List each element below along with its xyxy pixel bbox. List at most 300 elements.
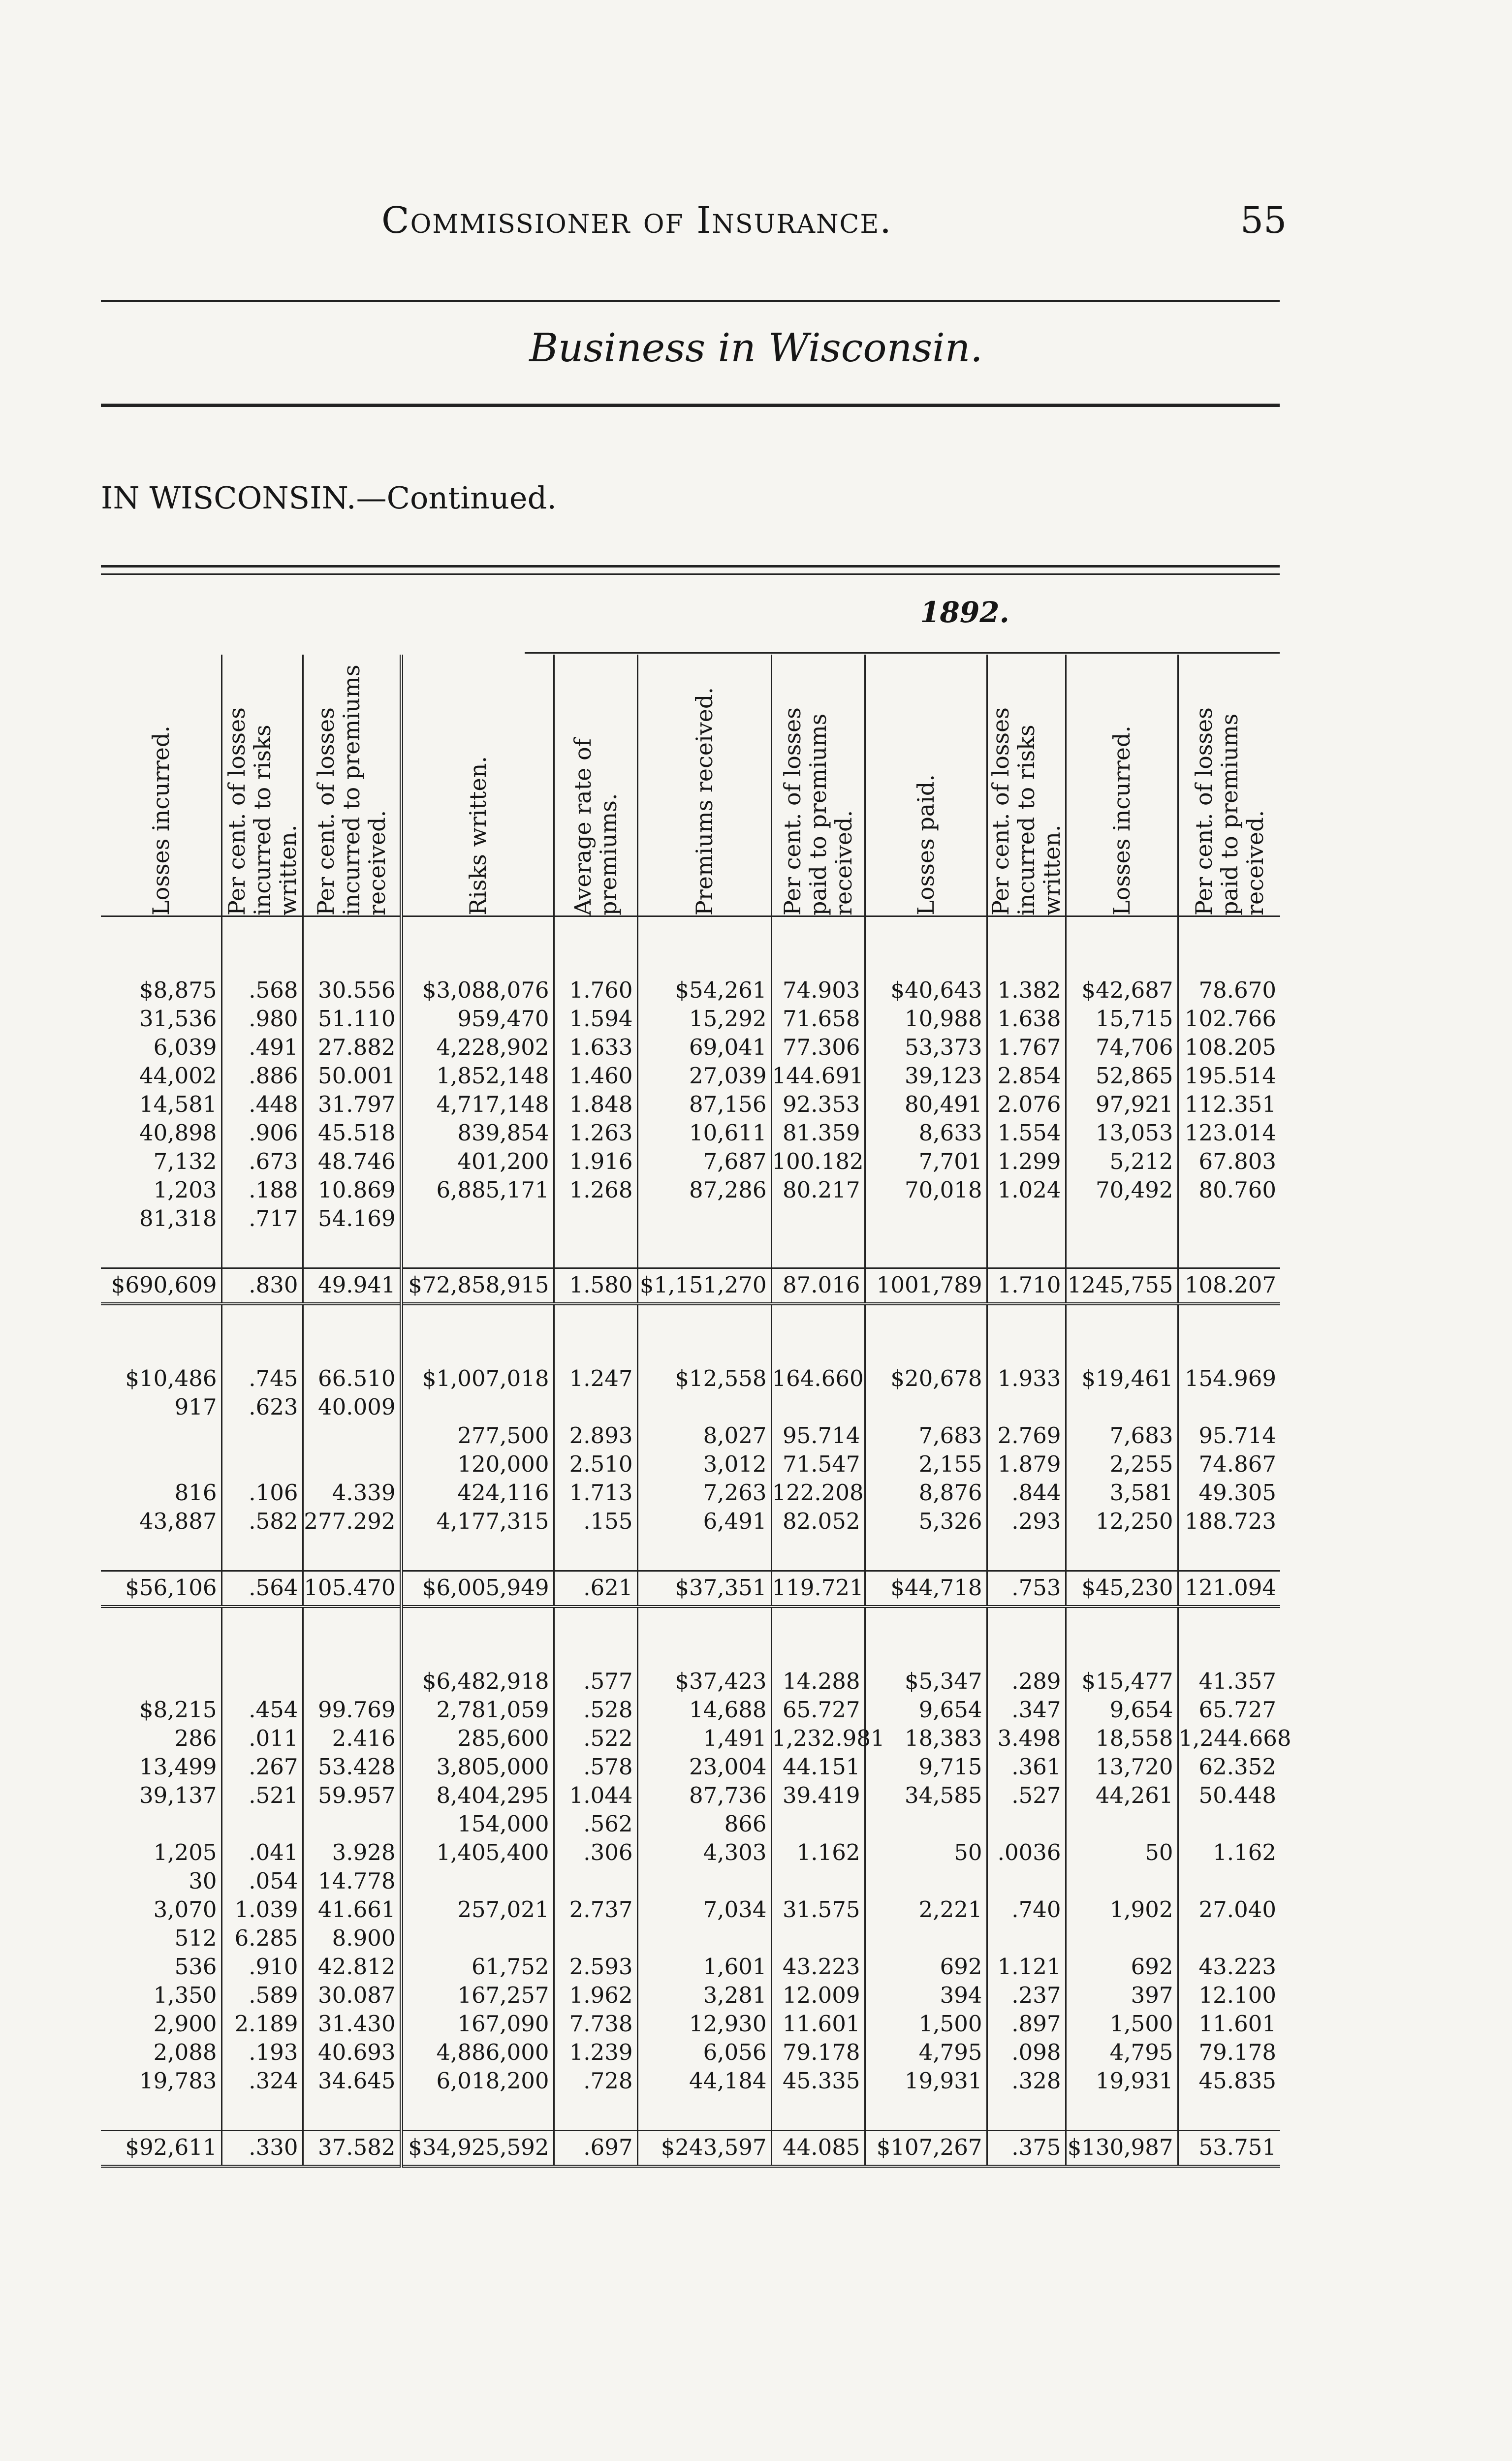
table-cell <box>637 1924 771 1953</box>
table-cell: .324 <box>221 2067 303 2095</box>
spacer-row <box>101 2095 1280 2131</box>
table-cell: .906 <box>221 1119 303 1147</box>
table-cell: 1,902 <box>1066 1895 1178 1924</box>
table-cell: 39.419 <box>771 1781 865 1810</box>
table-cell: 87,286 <box>637 1176 771 1204</box>
table-cell: 7,687 <box>637 1147 771 1176</box>
table-cell: 7,263 <box>637 1479 771 1507</box>
table-cell <box>1066 1393 1178 1421</box>
table-cell: 277,500 <box>401 1421 554 1450</box>
table-cell: 1.933 <box>987 1364 1066 1393</box>
table-cell: 1.594 <box>554 1005 637 1033</box>
table-cell: 54.169 <box>303 1204 401 1233</box>
table-cell: .673 <box>221 1147 303 1176</box>
table-cell <box>554 1204 637 1233</box>
column-header-label: Losses incurred. <box>1108 726 1135 915</box>
spacer-row <box>101 1304 1280 1364</box>
table-cell <box>554 1393 637 1421</box>
table-cell <box>637 1204 771 1233</box>
table-cell: $42,687 <box>1066 976 1178 1005</box>
column-header <box>637 655 771 916</box>
table-cell: 40.009 <box>303 1393 401 1421</box>
table-row <box>101 1696 1280 1724</box>
table-cell <box>221 1810 303 1838</box>
table-cell: 71.658 <box>771 1005 865 1033</box>
table-cell: 51.110 <box>303 1005 401 1033</box>
total-cell: $92,611 <box>101 2131 221 2167</box>
table-cell: 154,000 <box>401 1810 554 1838</box>
table-cell: 18,558 <box>1066 1724 1178 1753</box>
table-cell: 50 <box>1066 1838 1178 1867</box>
table-top-rule-2 <box>101 573 1280 575</box>
table-cell: 80.760 <box>1178 1176 1280 1204</box>
table-cell: 8,404,295 <box>401 1781 554 1810</box>
table-cell: 31.575 <box>771 1895 865 1924</box>
total-cell: $56,106 <box>101 1571 221 1607</box>
total-cell: 1001,789 <box>865 1268 987 1304</box>
column-header-label: Losses incurred. <box>147 726 174 915</box>
table-cell <box>401 1924 554 1953</box>
table-cell: 2.737 <box>554 1895 637 1924</box>
table-row <box>101 976 1280 1005</box>
page-number: 55 <box>1240 199 1287 242</box>
table-cell: .522 <box>554 1724 637 1753</box>
table-cell: 1,491 <box>637 1724 771 1753</box>
table-cell: .568 <box>221 976 303 1005</box>
column-header-label: Per cent. of losses incurred to risks written. <box>223 707 301 915</box>
total-row <box>101 2131 1280 2167</box>
table-cell: .577 <box>554 1667 637 1696</box>
table-cell: 1.247 <box>554 1364 637 1393</box>
table-cell: 3,070 <box>153 1896 217 1923</box>
table-cell: 2.893 <box>554 1421 637 1450</box>
table-cell <box>401 1393 554 1421</box>
table-cell: .106 <box>221 1479 303 1507</box>
total-cell: 1245,755 <box>1066 1268 1178 1304</box>
table-cell: 1,350 <box>153 1982 217 2008</box>
table-cell: 102.766 <box>1178 1005 1280 1033</box>
table-cell: 80.217 <box>771 1176 865 1204</box>
table-cell: 1,405,400 <box>401 1838 554 1867</box>
table-cell: 79.178 <box>771 2038 865 2067</box>
table-cell <box>401 1204 554 1233</box>
table-cell: 1,500 <box>865 2010 987 2038</box>
table-cell: 13,499 <box>139 1754 217 1780</box>
table-cell: 154.969 <box>1178 1364 1280 1393</box>
table-cell: 44,002 <box>139 1063 217 1089</box>
column-headers <box>101 655 1280 916</box>
table-cell: 4,795 <box>865 2038 987 2067</box>
table-cell: 44,184 <box>637 2067 771 2095</box>
column-header <box>303 655 401 916</box>
table-cell: 31,536 <box>139 1006 217 1032</box>
table-cell: .844 <box>987 1479 1066 1507</box>
table-row <box>101 1176 1280 1204</box>
table-cell: 285,600 <box>401 1724 554 1753</box>
table-cell: 92.353 <box>771 1090 865 1119</box>
total-row <box>101 1268 1280 1304</box>
table-cell: .237 <box>987 1981 1066 2010</box>
table-cell: 48.746 <box>303 1147 401 1176</box>
table-cell: 13,720 <box>1066 1753 1178 1781</box>
column-header <box>987 655 1066 916</box>
column-header <box>865 655 987 916</box>
table-cell: .886 <box>221 1062 303 1090</box>
table-cell: $37,423 <box>637 1667 771 1696</box>
table-cell: .717 <box>221 1204 303 1233</box>
table-cell: 2,255 <box>1066 1450 1178 1479</box>
table-row <box>101 1421 1280 1450</box>
table-cell <box>101 1421 221 1450</box>
total-cell: .753 <box>987 1571 1066 1607</box>
table-row <box>101 1924 1280 1953</box>
table-cell: 65.727 <box>771 1696 865 1724</box>
table-cell: 1.039 <box>221 1895 303 1924</box>
table-cell: 40,898 <box>139 1120 217 1146</box>
table-cell: 6,885,171 <box>401 1176 554 1204</box>
table-cell: 10,611 <box>637 1119 771 1147</box>
table-cell <box>771 1867 865 1895</box>
table-cell: 4,886,000 <box>401 2038 554 2067</box>
table-cell: 10,988 <box>865 1005 987 1033</box>
table-cell: .347 <box>987 1696 1066 1724</box>
table-cell <box>865 1810 987 1838</box>
table-cell: 2.189 <box>221 2010 303 2038</box>
table-cell: $10,486 <box>125 1365 217 1391</box>
table-cell: .188 <box>221 1176 303 1204</box>
table-cell: 1.554 <box>987 1119 1066 1147</box>
total-cell: 44.085 <box>771 2131 865 2167</box>
table-row <box>101 1147 1280 1176</box>
table-cell: 45.335 <box>771 2067 865 2095</box>
table-cell: 692 <box>865 1953 987 1981</box>
table-cell: 1.460 <box>554 1062 637 1090</box>
table-cell: .528 <box>554 1696 637 1724</box>
page-subtitle: Business in Wisconsin. <box>529 325 983 371</box>
table-cell: .193 <box>221 2038 303 2067</box>
table-cell <box>1178 1204 1280 1233</box>
table-cell <box>1178 1924 1280 1953</box>
spacer-row <box>101 1536 1280 1571</box>
table-cell: 394 <box>865 1981 987 2010</box>
total-cell: $107,267 <box>865 2131 987 2167</box>
table-cell: 164.660 <box>771 1364 865 1393</box>
table-row <box>101 1667 1280 1696</box>
table-cell: 18,383 <box>865 1724 987 1753</box>
table-cell: 19,783 <box>139 2068 217 2094</box>
table-cell: 122.208 <box>771 1479 865 1507</box>
table-cell: 3,581 <box>1066 1479 1178 1507</box>
table-cell: 70,018 <box>865 1176 987 1204</box>
table-cell: 1.024 <box>987 1176 1066 1204</box>
table-cell: 65.727 <box>1178 1696 1280 1724</box>
table-row <box>101 2010 1280 2038</box>
table-cell: 10.869 <box>303 1176 401 1204</box>
total-cell: $1,151,270 <box>637 1268 771 1304</box>
table-cell <box>221 1667 303 1696</box>
insurance-table <box>101 655 1292 2168</box>
table-cell: 11.601 <box>1178 2010 1280 2038</box>
table-row <box>101 1895 1280 1924</box>
table-cell: .098 <box>987 2038 1066 2067</box>
table-cell: 39,123 <box>865 1062 987 1090</box>
table-cell: $15,477 <box>1066 1667 1178 1696</box>
table-cell: 3,805,000 <box>401 1753 554 1781</box>
table-cell: 397 <box>1066 1981 1178 2010</box>
total-cell: $72,858,915 <box>401 1268 554 1304</box>
table-cell: .011 <box>221 1724 303 1753</box>
table-row <box>101 1204 1280 1233</box>
total-cell: 1.580 <box>554 1268 637 1304</box>
table-cell <box>987 1924 1066 1953</box>
column-header-label: Losses paid. <box>913 774 939 915</box>
table-cell <box>303 1667 401 1696</box>
table-cell: 30.087 <box>303 1981 401 2010</box>
column-header-label: Per cent. of losses incurred to risks written. <box>987 707 1065 915</box>
table-cell: 7,683 <box>865 1421 987 1450</box>
table-cell: 3.498 <box>987 1724 1066 1753</box>
table-cell: 14.778 <box>303 1867 401 1895</box>
table-row <box>101 1033 1280 1062</box>
table-cell: 67.803 <box>1178 1147 1280 1176</box>
table-cell: 1.760 <box>554 976 637 1005</box>
table-cell: 41.661 <box>303 1895 401 1924</box>
table-cell: 9,715 <box>865 1753 987 1781</box>
table-cell: 112.351 <box>1178 1090 1280 1119</box>
table-cell: 11.601 <box>771 2010 865 2038</box>
table-cell: 1.382 <box>987 976 1066 1005</box>
table-cell: .623 <box>221 1393 303 1421</box>
table-cell <box>987 1204 1066 1233</box>
table-cell: 53,373 <box>865 1033 987 1062</box>
table-cell: .582 <box>221 1507 303 1536</box>
table-row <box>101 1090 1280 1119</box>
table-cell: 52,865 <box>1066 1062 1178 1090</box>
table-cell: 2.510 <box>554 1450 637 1479</box>
table-cell: 2.416 <box>303 1724 401 1753</box>
table-row <box>101 1867 1280 1895</box>
table-cell: 2,155 <box>865 1450 987 1479</box>
table-cell: 30.556 <box>303 976 401 1005</box>
table-cell <box>1178 1810 1280 1838</box>
table-cell: $3,088,076 <box>401 976 554 1005</box>
table-cell <box>101 1810 221 1838</box>
table-cell: 5,326 <box>865 1507 987 1536</box>
table-cell: 1.848 <box>554 1090 637 1119</box>
table-cell: 69,041 <box>637 1033 771 1062</box>
table-cell: 41.357 <box>1178 1667 1280 1696</box>
table-cell: $54,261 <box>637 976 771 1005</box>
table-cell: 4.339 <box>303 1479 401 1507</box>
table-cell: 1.713 <box>554 1479 637 1507</box>
table-cell: 53.428 <box>303 1753 401 1781</box>
table-cell <box>221 1450 303 1479</box>
table-cell: 27.040 <box>1178 1895 1280 1924</box>
table-cell <box>1066 1204 1178 1233</box>
table-cell: .578 <box>554 1753 637 1781</box>
table-cell: 40.693 <box>303 2038 401 2067</box>
table-cell: 1.239 <box>554 2038 637 2067</box>
table-cell: .293 <box>987 1507 1066 1536</box>
table-cell: 79.178 <box>1178 2038 1280 2067</box>
column-header <box>1066 655 1178 916</box>
table-cell: 144.691 <box>771 1062 865 1090</box>
total-cell: $690,609 <box>101 1268 221 1304</box>
table-cell: 959,470 <box>401 1005 554 1033</box>
table-cell: .454 <box>221 1696 303 1724</box>
column-header <box>554 655 637 916</box>
table-cell: 1.916 <box>554 1147 637 1176</box>
table-cell <box>1066 1867 1178 1895</box>
table-cell: 99.769 <box>303 1696 401 1724</box>
table-cell: 424,116 <box>401 1479 554 1507</box>
table-cell: 80,491 <box>865 1090 987 1119</box>
table-row <box>101 1062 1280 1090</box>
table-cell: 1.633 <box>554 1033 637 1062</box>
table-cell: .328 <box>987 2067 1066 2095</box>
table-cell <box>303 1450 401 1479</box>
table-cell: 1.263 <box>554 1119 637 1147</box>
table-cell: 6,018,200 <box>401 2067 554 2095</box>
table-cell: .0036 <box>987 1838 1066 1867</box>
column-header-label: Per cent. of losses incurred to premiums received. <box>313 664 390 915</box>
table-cell: .745 <box>221 1364 303 1393</box>
table-cell: 866 <box>637 1810 771 1838</box>
table-cell: 4,795 <box>1066 2038 1178 2067</box>
table-cell: 27.882 <box>303 1033 401 1062</box>
table-cell: 7,034 <box>637 1895 771 1924</box>
table-cell: 3,012 <box>637 1450 771 1479</box>
table-cell <box>303 1810 401 1838</box>
table-cell: 1.767 <box>987 1033 1066 1062</box>
table-cell: 2,221 <box>865 1895 987 1924</box>
table-cell: 74,706 <box>1066 1033 1178 1062</box>
table-cell: 45.518 <box>303 1119 401 1147</box>
table-cell: $8,215 <box>139 1697 217 1723</box>
table-cell: 61,752 <box>401 1953 554 1981</box>
table-cell: 59.957 <box>303 1781 401 1810</box>
total-cell: $34,925,592 <box>401 2131 554 2167</box>
table-cell: 19,931 <box>865 2067 987 2095</box>
table-cell: 3,281 <box>637 1981 771 2010</box>
table-cell: 12,250 <box>1066 1507 1178 1536</box>
table-cell: 6,056 <box>637 2038 771 2067</box>
table-cell <box>865 1924 987 1953</box>
table-cell <box>771 1810 865 1838</box>
table-row <box>101 1393 1280 1421</box>
table-cell: 5,212 <box>1066 1147 1178 1176</box>
table-cell: 9,654 <box>865 1696 987 1724</box>
table-cell: 1.121 <box>987 1953 1066 1981</box>
table-cell: 50 <box>865 1838 987 1867</box>
table-cell: 195.514 <box>1178 1062 1280 1090</box>
table-cell: 1.638 <box>987 1005 1066 1033</box>
table-cell: .562 <box>554 1810 637 1838</box>
table-cell: 14,581 <box>139 1091 217 1117</box>
year-rule <box>525 652 1280 654</box>
table-cell: 74.903 <box>771 976 865 1005</box>
total-cell: 105.470 <box>303 1571 401 1607</box>
table-cell: .897 <box>987 2010 1066 2038</box>
table-cell: 1,601 <box>637 1953 771 1981</box>
total-cell: 87.016 <box>771 1268 865 1304</box>
table-cell: 167,090 <box>401 2010 554 2038</box>
total-cell: $130,987 <box>1066 2131 1178 2167</box>
table-cell: $12,558 <box>637 1364 771 1393</box>
table-cell: 23,004 <box>637 1753 771 1781</box>
table-cell: 12,930 <box>637 2010 771 2038</box>
table-cell: 8,633 <box>865 1119 987 1147</box>
table-cell: 14.288 <box>771 1667 865 1696</box>
table-cell: 43,887 <box>139 1508 217 1534</box>
table-cell: 31.430 <box>303 2010 401 2038</box>
table-cell: 108.205 <box>1178 1033 1280 1062</box>
column-header-label: Risks written. <box>465 756 491 915</box>
total-cell: .564 <box>221 1571 303 1607</box>
table-cell <box>1066 1810 1178 1838</box>
total-cell: .830 <box>221 1268 303 1304</box>
table-cell: .155 <box>554 1507 637 1536</box>
table-cell: 7,132 <box>153 1148 217 1174</box>
total-cell: .697 <box>554 2131 637 2167</box>
table-cell <box>1066 1924 1178 1953</box>
table-cell: 100.182 <box>771 1147 865 1176</box>
table-cell: 15,715 <box>1066 1005 1178 1033</box>
table-cell: 74.867 <box>1178 1450 1280 1479</box>
table-cell: 1.962 <box>554 1981 637 2010</box>
total-cell: $45,230 <box>1066 1571 1178 1607</box>
table-cell <box>554 1924 637 1953</box>
table-row <box>101 1781 1280 1810</box>
total-cell: 121.094 <box>1178 1571 1280 1607</box>
column-header-label: Average rate of premiums. <box>569 738 622 915</box>
table-row <box>101 1810 1280 1838</box>
total-cell: 37.582 <box>303 2131 401 2167</box>
table-cell: 512 <box>174 1925 217 1951</box>
column-header <box>401 655 554 916</box>
table-cell: 12.009 <box>771 1981 865 2010</box>
table-cell: 42.812 <box>303 1953 401 1981</box>
table-cell: 1,232.981 <box>771 1724 865 1753</box>
table-cell: 1.299 <box>987 1147 1066 1176</box>
table-cell: .448 <box>221 1090 303 1119</box>
table-row <box>101 1724 1280 1753</box>
spacer-row <box>101 916 1280 977</box>
table-cell: 8,027 <box>637 1421 771 1450</box>
table-cell <box>554 1867 637 1895</box>
table-row <box>101 1953 1280 1981</box>
table-cell: 286 <box>174 1725 217 1751</box>
subtitle-rule <box>101 404 1280 407</box>
table-cell: 120,000 <box>401 1450 554 1479</box>
table-cell: .361 <box>987 1753 1066 1781</box>
table-cell: 81.359 <box>771 1119 865 1147</box>
table-cell: 2,900 <box>153 2011 217 2037</box>
table-cell: 70,492 <box>1066 1176 1178 1204</box>
column-header-label: Per cent. of losses paid to premiums received. <box>779 707 857 915</box>
table-cell: 50.448 <box>1178 1781 1280 1810</box>
table-cell <box>987 1810 1066 1838</box>
table-cell <box>865 1393 987 1421</box>
table-cell: .589 <box>221 1981 303 2010</box>
table-cell: $6,482,918 <box>401 1667 554 1696</box>
table-cell: 2.593 <box>554 1953 637 1981</box>
table-cell: 4,717,148 <box>401 1090 554 1119</box>
table-cell: $8,875 <box>139 977 217 1003</box>
table-cell: 4,177,315 <box>401 1507 554 1536</box>
table-cell: 12.100 <box>1178 1981 1280 2010</box>
table-cell <box>771 1204 865 1233</box>
